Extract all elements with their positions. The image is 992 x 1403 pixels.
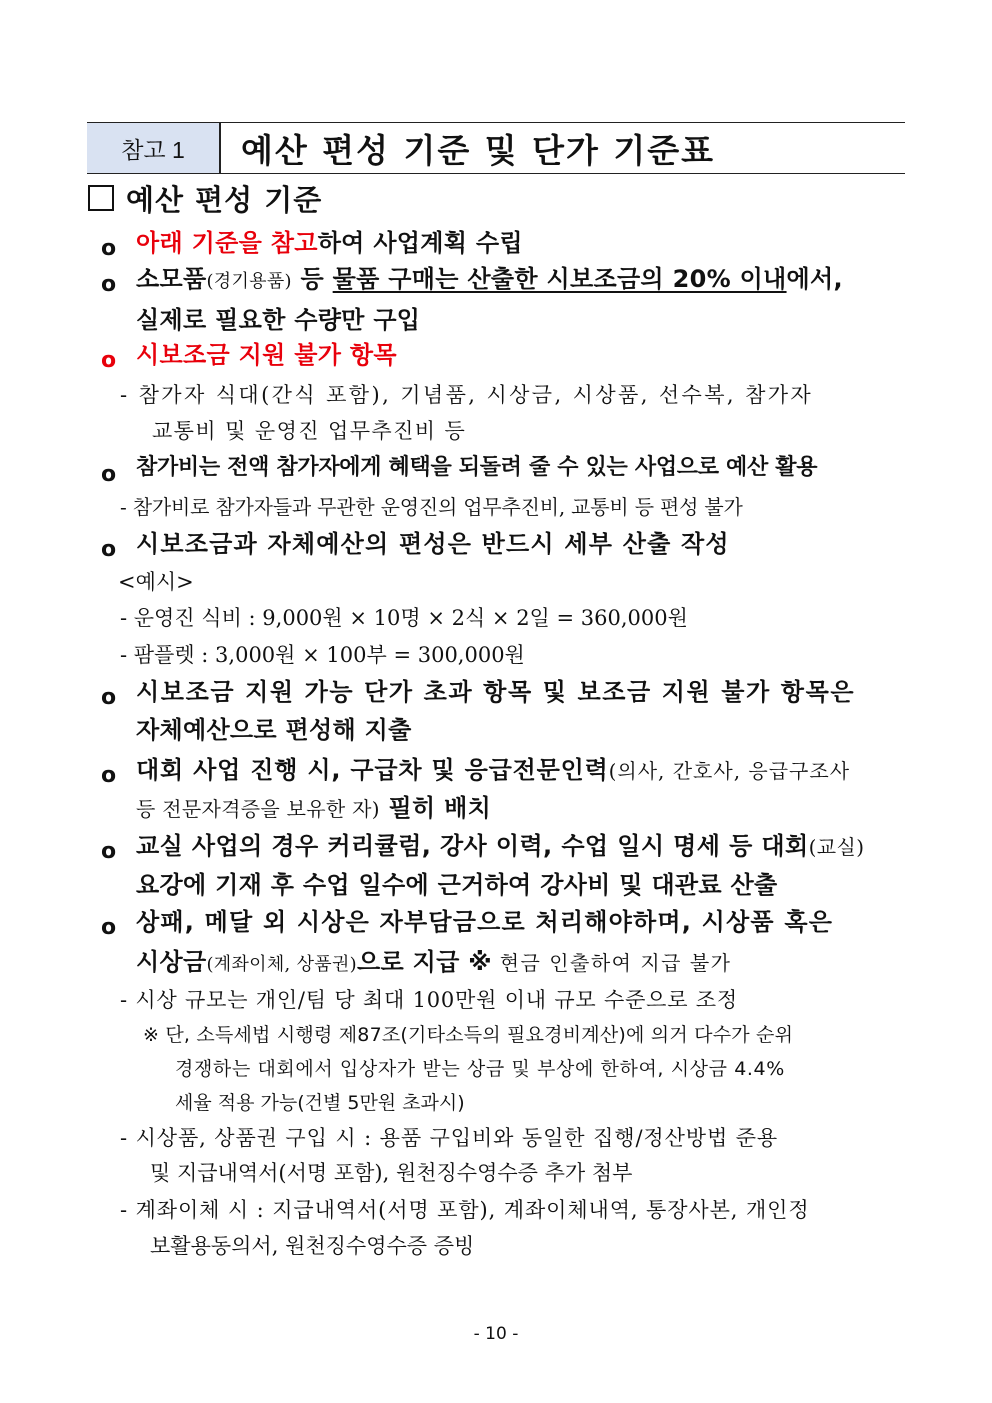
item-text: 대회 사업 진행 시, 구급차 및 응급전문인력: [136, 756, 609, 784]
example-line: - 팜플렛 : 3,000원 × 100부 = 300,000원: [120, 643, 525, 667]
list-item: 시보조금 지원 가능 단가 초과 항목 및 보조금 지원 불가 항목은: [136, 678, 856, 706]
item-continuation: [136, 950, 732, 974]
list-item: 상패, 메달 외 시상은 자부담금으로 처리해야하며, 시상품 혹은: [136, 908, 834, 936]
note-line: 세율 적용 가능(건별 5만원 초과시): [175, 1092, 465, 1114]
item-text: 으로 지급 ※: [356, 948, 492, 976]
page-title: 예산 편성 기준 및 단가 기준표: [241, 130, 715, 170]
bullet-icon: o: [101, 537, 117, 562]
item-note: (계좌이체, 상품권): [206, 954, 357, 975]
note-line: ※ 단, 소득세법 시행령 제87조(기타소득의 필요경비계산)에 의거 다수가 순위: [143, 1024, 794, 1046]
item-text: 에서,: [786, 265, 843, 293]
bullet-icon: o: [101, 763, 117, 788]
highlight-text: 아래 기준을 참고: [136, 229, 318, 257]
section-heading: [88, 185, 322, 215]
example-label: <예시>: [118, 570, 194, 594]
bullet-icon: o: [101, 915, 117, 940]
item-text: 등: [291, 265, 333, 293]
item-continuation: [136, 796, 491, 820]
reference-header: [87, 122, 905, 174]
item-text: 현금 인출하여 지급 불가: [491, 951, 732, 975]
bullet-icon: o: [101, 272, 117, 297]
item-note: (의사, 간호사, 응급구조사: [608, 759, 851, 783]
underlined-text: 물품 구매는 산출한 시보조금의 20% 이내: [332, 265, 787, 293]
item-continuation: 실제로 필요한 수량만 구입: [136, 306, 421, 334]
bullet-icon: o: [101, 348, 117, 373]
list-item: 참가비는 전액 참가자에게 혜택을 되돌려 줄 수 있는 사업으로 예산 활용: [136, 455, 818, 480]
detail-line: - 시상 규모는 개인/팀 당 최대 100만원 이내 규모 수준으로 조정: [120, 988, 738, 1012]
detail-line: - 계좌이체 시 : 지급내역서(서명 포함), 계좌이체내역, 통장사본, 개인정: [120, 1198, 810, 1222]
page-number: - 10 -: [473, 1324, 519, 1344]
checkbox-square-icon: [88, 185, 114, 211]
reference-label: 참고 1: [87, 123, 221, 173]
detail-line: - 참가비로 참가자들과 무관한 운영진의 업무추진비, 교통비 등 편성 불가: [120, 495, 743, 519]
list-item: [136, 231, 523, 255]
bullet-icon: o: [101, 839, 117, 864]
item-text: 필히 배치: [379, 794, 492, 822]
item-continuation: 자체예산으로 편성해 지출: [136, 716, 412, 744]
list-item: [136, 834, 864, 858]
bullet-icon: o: [101, 685, 117, 710]
item-text: 소모품: [136, 265, 207, 293]
detail-line: - 참가자 식대(간식 포함), 기념품, 시상금, 시상품, 선수복, 참가자: [120, 383, 814, 407]
list-item: [136, 267, 843, 291]
note-line: 경쟁하는 대회에서 입상자가 받는 상금 및 부상에 한하여, 시상금 4.4%: [175, 1058, 785, 1080]
item-note: 등 전문자격증을 보유한 자): [136, 797, 380, 821]
bullet-icon: o: [101, 462, 117, 487]
item-text: 하여 사업계획 수립: [317, 229, 523, 257]
detail-line: 및 지급내역서(서명 포함), 원천징수영수증 추가 첨부: [150, 1161, 633, 1185]
bullet-icon: o: [101, 236, 117, 261]
detail-line: 보활용동의서, 원천징수영수증 증빙: [150, 1234, 475, 1258]
item-note: (경기용품): [206, 271, 292, 292]
detail-line: - 시상품, 상품권 구입 시 : 용품 구입비와 동일한 집행/정산방법 준용: [120, 1126, 779, 1150]
list-item: [136, 758, 850, 782]
example-line: - 운영진 식비 : 9,000원 × 10명 × 2식 × 2일 = 360,000원: [120, 606, 688, 630]
item-text: 교실 사업의 경우 커리큘럼, 강사 이력, 수업 일시 명세 등 대회: [136, 832, 809, 860]
item-continuation: 요강에 기재 후 수업 일수에 근거하여 강사비 및 대관료 산출: [136, 871, 778, 899]
item-note: (교실): [808, 835, 865, 859]
list-item: 시보조금 지원 불가 항목: [136, 341, 397, 369]
detail-line: 교통비 및 운영진 업무추진비 등: [152, 419, 467, 443]
list-item: 시보조금과 자체예산의 편성은 반드시 세부 산출 작성: [136, 530, 730, 558]
item-text: 시상금: [136, 948, 207, 976]
section-title: 예산 편성 기준: [126, 183, 323, 217]
